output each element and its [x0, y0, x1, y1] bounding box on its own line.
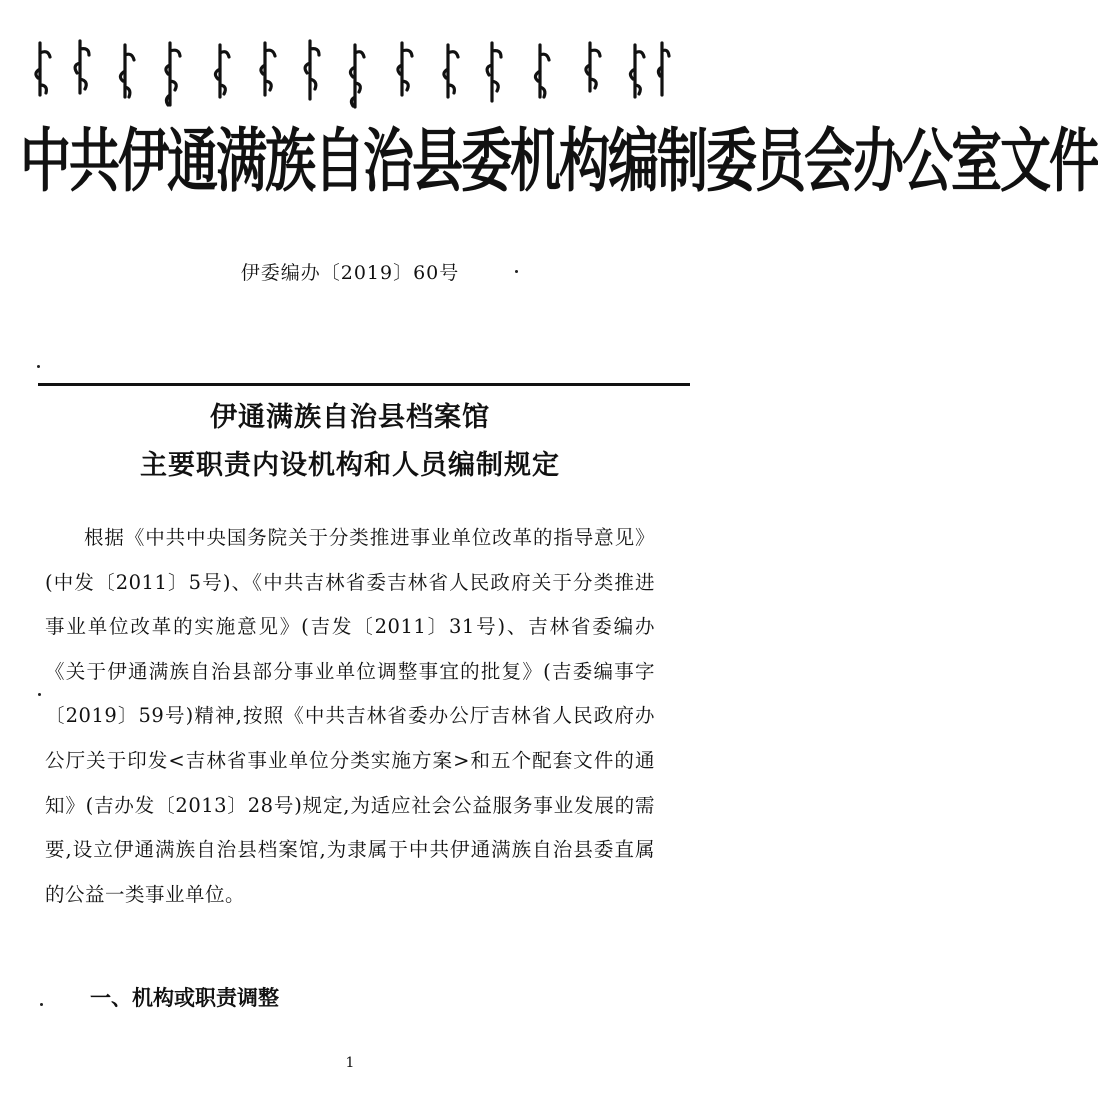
scan-speck [38, 693, 41, 696]
document-number: 伊委编办〔2019〕60号 [240, 262, 460, 284]
scan-speck [37, 365, 40, 368]
body-paragraph: 根据《中共中央国务院关于分类推进事业单位改革的指导意见》(中发〔2011〕5号)、《中共吉林省委吉林省人民政府关于分类推进事业单位改革的实施意见》(吉发〔2011〕31号)、吉林省委编办《关于伊通满族自治县部分事业单位调整事宜的批复》(吉委编事字〔2019〕59号)精神,按照《中共吉林省委办公厅吉林省人民政府办公厅关于印发<吉林省事业单位分类实施方案>和五个配套文件的通知》(吉办发〔2013〕28号)规定,为适应社会公益服务事业发展的需要,设立伊通满族自治县档案馆,为隶属于中共伊通满族自治县委直属的公益一类事业单位。 [45, 526, 655, 906]
document-title-line2: 主要职责内设机构和人员编制规定 [140, 450, 560, 481]
scan-speck [40, 1003, 43, 1006]
scan-speck [515, 270, 518, 273]
document-title-line1: 伊通满族自治县档案馆 [210, 402, 490, 433]
page-number: 1 [345, 1055, 355, 1071]
issuer-title: 中共伊通满族自治县委机构编制委员会办公室文件 [20, 122, 1098, 203]
header-divider [38, 383, 690, 386]
section-heading: 一、机构或职责调整 [90, 986, 279, 1010]
body-text [45, 516, 655, 917]
